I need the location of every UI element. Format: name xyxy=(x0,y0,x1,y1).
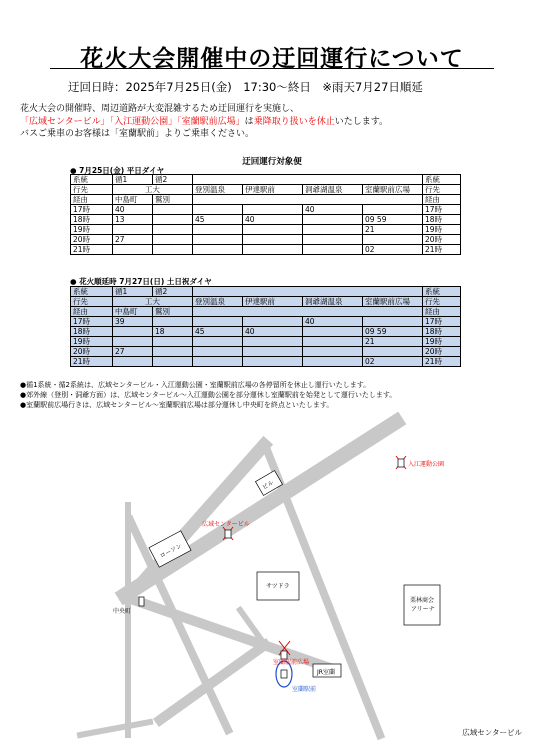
table-cell: 18時 xyxy=(71,327,113,337)
header-cell: 行先 xyxy=(71,297,113,307)
header-cell: 循1 xyxy=(113,175,153,185)
table-cell: 27 xyxy=(113,347,153,357)
table-cell: 18時 xyxy=(423,327,461,337)
header-cell: 工大 xyxy=(113,185,193,195)
table-cell: 13 xyxy=(113,215,153,225)
note-item: ●循1系統・循2系統は、広域センタービル・入江運動公園・室蘭駅前広場の各停留所を休止し運行いたします。 xyxy=(20,381,371,389)
header-cell: 系統 xyxy=(71,175,113,185)
table-cell: 20時 xyxy=(423,347,461,357)
header-cell: 系統 xyxy=(71,287,113,297)
label-hiroba: 室蘭駅前広場 xyxy=(273,659,310,666)
label-irie: 入江運動公園 xyxy=(408,461,445,468)
schedule-2-title: ● 花火順延時 7月27日(日) 土日祝ダイヤ xyxy=(70,277,212,286)
table-cell: 17時 xyxy=(71,317,113,327)
table-cell: 45 xyxy=(193,327,243,337)
stop-kouiki: 「広域センタービル」 xyxy=(20,116,110,127)
header-cell: 中島町 xyxy=(113,307,153,317)
header-cell: 循1 xyxy=(113,287,153,297)
table-cell: 21 xyxy=(363,225,423,235)
header-cell: 経由 xyxy=(71,195,113,205)
header-cell: 系統 xyxy=(423,287,461,297)
intro-line-1: 花火大会の開催時、周辺道路が大変混雑するため迂回運行を実施し、 xyxy=(20,104,300,114)
table-cell: 18 xyxy=(153,327,193,337)
table-cell: 39 xyxy=(113,317,153,327)
road xyxy=(80,722,150,735)
intro-mid: は xyxy=(244,116,254,127)
table-cell: 17時 xyxy=(423,205,461,215)
label-kouiki: 広域センタービル xyxy=(202,521,250,528)
table-cell: 09 59 xyxy=(363,327,423,337)
detour-date: 迂回日時：2025年7月25日(金) 17:30～終日 ※雨天7月27日順延 xyxy=(68,80,423,94)
header-cell: 鷲別 xyxy=(153,307,193,317)
table-cell: 17時 xyxy=(71,205,113,215)
table-cell: 40 xyxy=(113,205,153,215)
bus-stop-icon xyxy=(281,651,287,659)
header-cell: 登別温泉 xyxy=(193,297,243,307)
header-cell: 経由 xyxy=(71,307,113,317)
table-cell: 02 xyxy=(363,357,423,367)
header-cell: 行先 xyxy=(423,297,461,307)
table-cell: 21時 xyxy=(423,245,461,255)
header-cell: 経由 xyxy=(423,195,461,205)
table-cell: 21 xyxy=(363,337,423,347)
note-item: ●室蘭駅前広場行きは、広域センタービル～室蘭駅前広場は部分運休し中央町を終点といたします。 xyxy=(20,401,334,409)
bus-stop-chuo xyxy=(139,597,144,606)
label-lawson: ローソン xyxy=(158,542,184,560)
table-cell: 19時 xyxy=(71,225,113,235)
bus-stop-icon xyxy=(281,670,287,678)
note-item: ●郊外線（登別・洞爺方面）は、広域センタービル～入江運動公園を部分運休し室蘭駅前を始発として運行いたします。 xyxy=(20,391,397,399)
table-cell: 27 xyxy=(113,235,153,245)
table-cell: 40 xyxy=(303,317,363,327)
header-cell: 伊達駅前 xyxy=(243,185,303,195)
intro-end: いたします。 xyxy=(334,116,388,127)
header-cell: 伊達駅前 xyxy=(243,297,303,307)
header-cell: 中島町 xyxy=(113,195,153,205)
table-cell: 17時 xyxy=(423,317,461,327)
label-satsudora: サツドラ xyxy=(266,583,290,590)
label-building: ビル xyxy=(261,479,275,492)
table-cell: 20時 xyxy=(423,235,461,245)
header-cell: 系統 xyxy=(423,175,461,185)
label-jr: JR室蘭 xyxy=(317,669,335,676)
table-cell: 02 xyxy=(363,245,423,255)
table-cell: 09 59 xyxy=(363,215,423,225)
bus-stop-icon xyxy=(225,530,231,538)
label-arena-1: 栗林商会 xyxy=(410,597,435,604)
building-arena xyxy=(404,585,440,625)
table-cell: 21時 xyxy=(423,357,461,367)
table-cell: 21時 xyxy=(71,245,113,255)
header-cell: 行先 xyxy=(71,185,113,195)
table-cell: 45 xyxy=(193,215,243,225)
header-cell: 鷲別 xyxy=(153,195,193,205)
footer-credit: 広域センタービル xyxy=(462,728,522,737)
table-caption: 迂回運行対象便 xyxy=(242,157,302,167)
label-arena-2: アリーナ xyxy=(411,606,435,613)
bus-stop-icon xyxy=(398,459,404,467)
header-cell: 経由 xyxy=(423,307,461,317)
header-cell: 室蘭駅前広場 xyxy=(363,185,423,195)
table-cell: 20時 xyxy=(71,235,113,245)
header-cell: 循2 xyxy=(153,287,193,297)
stop-hiroba: 「室蘭駅前広場」 xyxy=(177,116,245,127)
table-cell: 40 xyxy=(243,215,303,225)
header-cell: 登別温泉 xyxy=(193,185,243,195)
road xyxy=(160,645,265,720)
header-cell: 室蘭駅前広場 xyxy=(363,297,423,307)
stop-irie: 「入江運動公園」 xyxy=(109,116,178,127)
header-cell: 行先 xyxy=(423,185,461,195)
label-station-front: 室蘭駅前 xyxy=(292,686,317,693)
header-cell: 洞爺湖温泉 xyxy=(303,297,363,307)
intro-line-3: バスご乗車のお客様は「室蘭駅前」よりご乗車ください。 xyxy=(20,129,255,139)
table-cell: 18時 xyxy=(71,215,113,225)
schedule-1-title: ● 7月25日(金) 平日ダイヤ xyxy=(70,166,165,175)
header-cell: 工大 xyxy=(113,297,193,307)
table-cell: 20時 xyxy=(71,347,113,357)
label-chuo: 中央町 xyxy=(113,608,132,615)
header-cell: 循2 xyxy=(153,175,193,185)
table-cell: 18時 xyxy=(423,215,461,225)
suspend-text: 乗降取り扱いを休止 xyxy=(253,116,335,127)
page-title: 花火大会開催中の迂回運行について xyxy=(80,46,464,72)
road xyxy=(125,597,330,668)
table-cell: 21時 xyxy=(71,357,113,367)
table-cell: 19時 xyxy=(423,337,461,347)
table-cell: 40 xyxy=(243,327,303,337)
table-cell: 19時 xyxy=(71,337,113,347)
table-cell: 19時 xyxy=(423,225,461,235)
table-cell: 40 xyxy=(303,205,363,215)
header-cell: 洞爺湖温泉 xyxy=(303,185,363,195)
